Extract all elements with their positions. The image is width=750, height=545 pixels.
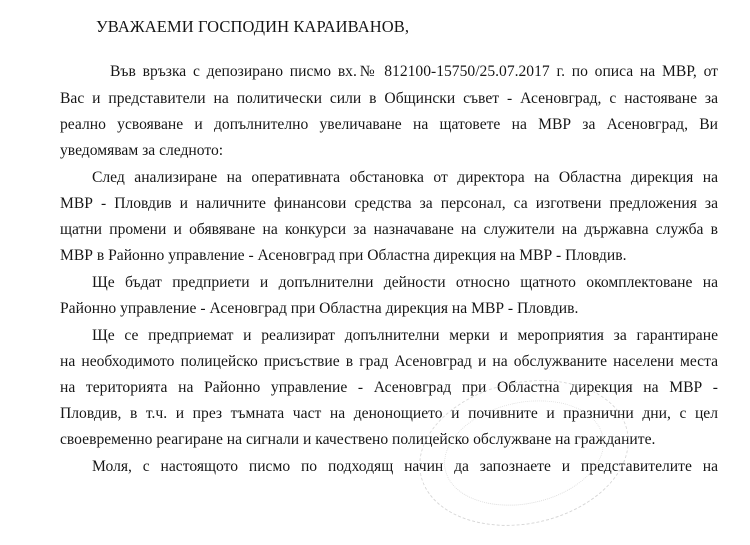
paragraph-4-line-5: своевременно реагиране на сигнали и качествено полицейско обслужване на гражданите. xyxy=(60,431,656,448)
paragraph-5-line-1: Моля, с настоящото писмо по подходящ начин да запознаете и представителите на xyxy=(92,458,718,475)
salutation: УВАЖАЕМИ ГОСПОДИН КАРАИВАНОВ, xyxy=(96,17,410,36)
paragraph-1-line-4: уведомявам за следното: xyxy=(60,142,224,159)
paragraph-3-line-1: Ще бъдат предприети и допълнителни дейности относно щатното окомплектоване на xyxy=(92,274,718,291)
paragraph-2-line-2: МВР - Пловдив и наличните финансови средства за персонал, са изготвени предложения за xyxy=(60,195,718,212)
paragraph-4-line-3: на територията на Районно управление - Асеновград при Областна дирекция на МВР - xyxy=(60,379,718,396)
paragraph-3-line-2: Районно управление - Асеновград при Областна дирекция на МВР - Пловдив. xyxy=(60,300,579,317)
paragraph-4-line-1: Ще се предприемат и реализират допълнителни мерки и мероприятия за гарантиране xyxy=(92,327,718,344)
paragraph-1-line-1: Във връзка с депозирано писмо вх.№ 812100-15750/25.07.2017 г. по описа на МВР, от xyxy=(110,63,718,80)
paragraph-4-line-4: Пловдив, в т.ч. и през тъмната част на денонощието и почивните и празнични дни, с цел xyxy=(60,405,718,422)
paragraph-2-line-4: МВР в Районно управление - Асеновград при Областна дирекция на МВР - Пловдив. xyxy=(60,247,627,264)
paragraph-2-line-1: След анализиране на оперативната обстановка от директора на Областна дирекция на xyxy=(92,169,718,186)
paragraph-2-line-3: щатни промени и обявяване на конкурси за назначаване на служители на държавна служба в xyxy=(60,221,718,238)
paragraph-1-line-2: Вас и представители на политически сили в Общински съвет - Асеновград, с настояване за xyxy=(60,90,718,107)
paragraph-1-line-3: реално усвояване и допълнително увеличаване на щатовете на МВР за Асеновград, Ви xyxy=(60,116,718,133)
paragraph-4-line-2: на необходимото полицейско присъствие в град Асеновград и на обслужваните населени места xyxy=(60,353,718,370)
